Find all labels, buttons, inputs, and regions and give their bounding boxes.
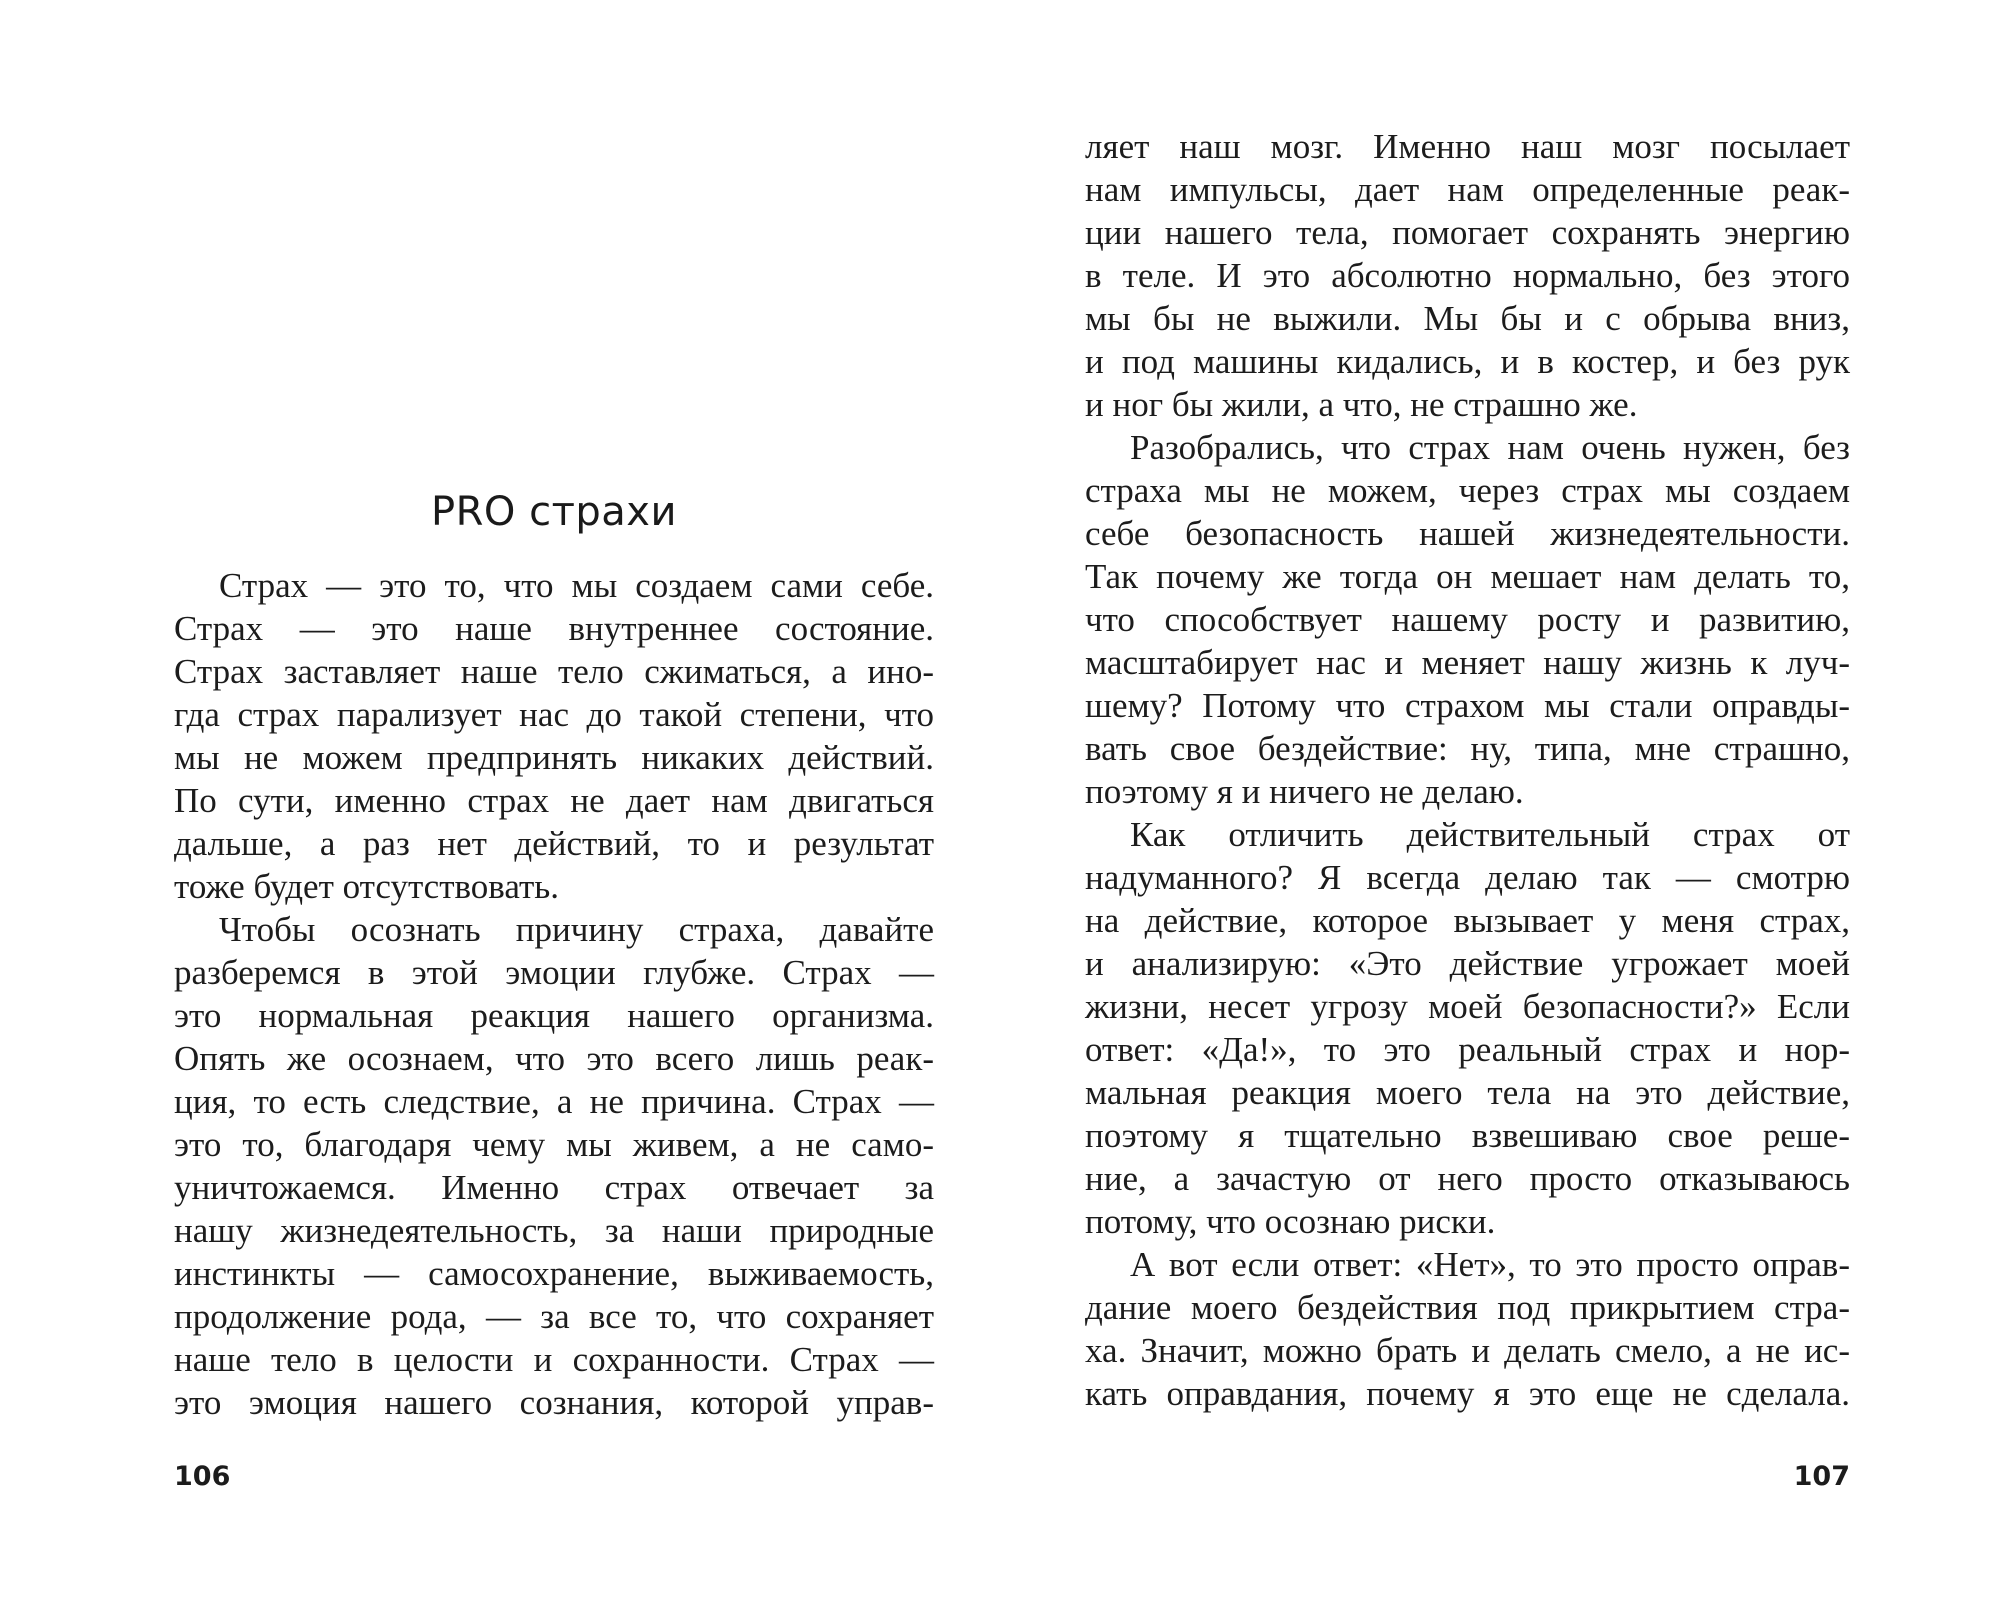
text-line: поэтому я и ничего не делаю. [1085,772,1524,811]
text-line: и ног бы жили, а что, не страшно же. [1085,385,1638,424]
text-line: потому, что осознаю риски. [1085,1202,1496,1241]
text-line: Разобрались, что страх нам очень нужен, без [1130,428,1850,467]
text-line: в теле. И это абсолютно нормально, без этого [1085,256,1850,295]
text-line: страха мы не можем, через страх мы создаем [1085,471,1850,510]
text-line: ляет наш мозг. Именно наш мозг посылает [1085,127,1850,166]
text-line: что способствует нашему росту и развитию, [1085,600,1850,639]
text-line: и под машины кидались, и в костер, и без рук [1085,342,1850,381]
text-line: По сути, именно страх не дает нам двигаться [174,781,934,820]
text-line: уничтожаемся. Именно страх отвечает за [174,1168,934,1207]
text-line: надуманного? Я всегда делаю так — смотрю [1085,858,1850,897]
text-line: кать оправдания, почему я это еще не сделала. [1085,1374,1850,1413]
left-page [174,0,934,1601]
text-line: Страх — это то, что мы создаем сами себе. [219,566,934,605]
text-line: продолжение рода, — за все то, что сохраняет [174,1297,934,1336]
text-line: ответ: «Да!», то это реальный страх и нор- [1085,1030,1850,1069]
page-number: 107 [1793,1461,1850,1492]
right-page [1085,0,1850,1601]
text-line: это то, благодаря чему мы живем, а не само- [174,1125,934,1164]
text-line: гда страх парализует нас до такой степени, что [174,695,934,734]
text-line: дальше, а раз нет действий, то и результат [174,824,934,863]
text-line: нашу жизнедеятельность, за наши природные [174,1211,934,1250]
text-line: Страх — это наше внутреннее состояние. [174,609,934,648]
chapter-title: PRO страхи [431,489,677,535]
text-line: разберемся в этой эмоции глубже. Страх — [174,953,934,992]
text-line: масштабирует нас и меняет нашу жизнь к луч- [1085,643,1850,682]
page-number: 106 [174,1461,231,1492]
text-line: ние, а зачастую от него просто отказываюсь [1085,1159,1850,1198]
text-line: ха. Значит, можно брать и делать смело, а не ис- [1085,1331,1850,1370]
text-line: вать свое бездействие: ну, типа, мне страшно, [1085,729,1850,768]
text-line: мы бы не выжили. Мы бы и с обрыва вниз, [1085,299,1850,338]
text-line: наше тело в целости и сохранности. Страх — [174,1340,934,1379]
text-line: мальная реакция моего тела на это действие, [1085,1073,1850,1112]
text-line: нам импульсы, дает нам определенные реак- [1085,170,1850,209]
text-line: тоже будет отсутствовать. [174,867,559,906]
text-line: дание моего бездействия под прикрытием стра- [1085,1288,1850,1327]
text-line: ции нашего тела, помогает сохранять энергию [1085,213,1850,252]
text-line: это эмоция нашего сознания, которой управ- [174,1383,934,1422]
text-line: жизни, несет угрозу моей безопасности?» Если [1085,987,1850,1026]
text-line: поэтому я тщательно взвешиваю свое реше- [1085,1116,1850,1155]
text-line: ция, то есть следствие, а не причина. Страх — [174,1082,934,1121]
text-line: и анализирую: «Это действие угрожает моей [1085,944,1850,983]
text-line: Опять же осознаем, что это всего лишь реак- [174,1039,934,1078]
text-line: себе безопасность нашей жизнедеятельности. [1085,514,1850,553]
text-line: это нормальная реакция нашего организма. [174,996,934,1035]
text-line: шему? Потому что страхом мы стали оправды- [1085,686,1850,725]
text-line: А вот если ответ: «Нет», то это просто оправ- [1130,1245,1850,1284]
text-line: Чтобы осознать причину страха, давайте [219,910,934,949]
text-line: Так почему же тогда он мешает нам делать то, [1085,557,1850,596]
text-line: Страх заставляет наше тело сжиматься, а ино- [174,652,934,691]
text-line: на действие, которое вызывает у меня страх, [1085,901,1850,940]
text-line: инстинкты — самосохранение, выживаемость, [174,1254,934,1293]
text-line: мы не можем предпринять никаких действий. [174,738,934,777]
text-line: Как отличить действительный страх от [1130,815,1850,854]
